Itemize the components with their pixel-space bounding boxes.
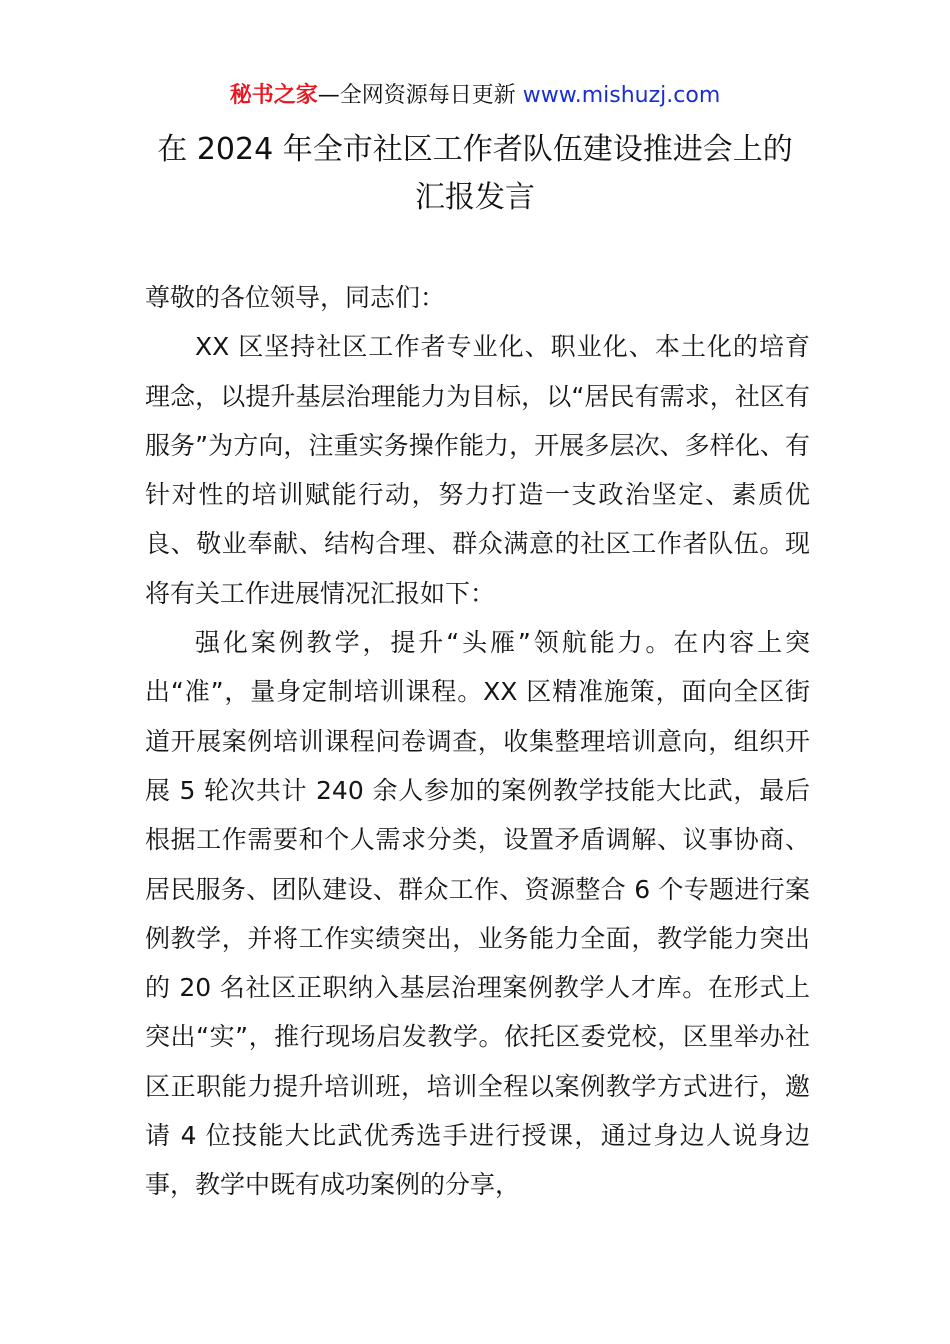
document-title-line-2: 汇报发言	[415, 180, 535, 215]
document-body	[145, 273, 810, 1210]
site-url-link[interactable]: www.mishuzj.com	[522, 83, 721, 108]
paragraph-case-teaching: 强化案例教学，提升“头雁”领航能力。在内容上突出“准”，量身定制培训课程。XX 区精准施策，面向全区街道开展案例培训课程问卷调查，收集整理培训意向，组织开展 5 轮次共计 240 余人参加的案例教学技能大比武，最后根据工作需要和个人需求分类，设置矛盾调解、议事协商、居民服务、团队建设、群众工作、资源整合 6 个专题进行案例教学，并将工作实绩突出，业务能力全面，教学能力突出的 20 名社区正职纳入基层治理案例教学人才库。在形式上突出“实”，推行现场启发教学。依托区委党校，区里举办社区正职能力提升培训班，培训全程以案例教学方式进行，邀请 4 位技能大比武优秀选手进行授课，通过身边人说身边事，教学中既有成功案例的分享，	[145, 628, 810, 1200]
site-brand: 秘书之家	[229, 83, 318, 108]
site-header	[0, 80, 950, 112]
document-title-line-1: 在 2024 年全市社区工作者队伍建设推进会上的	[157, 132, 793, 167]
document-title	[0, 126, 950, 222]
site-tagline: —全网资源每日更新	[317, 83, 523, 108]
salutation: 尊敬的各位领导，同志们：	[145, 283, 446, 312]
paragraph-intro: XX 区坚持社区工作者专业化、职业化、本土化的培育理念，以提升基层治理能力为目标，以“居民有需求，社区有服务”为方向，注重实务操作能力，开展多层次、多样化、有针对性的培训赋能行动，努力打造一支政治坚定、素质优良、敬业奉献、结构合理、群众满意的社区工作者队伍。现将有关工作进展情况汇报如下：	[145, 332, 810, 608]
